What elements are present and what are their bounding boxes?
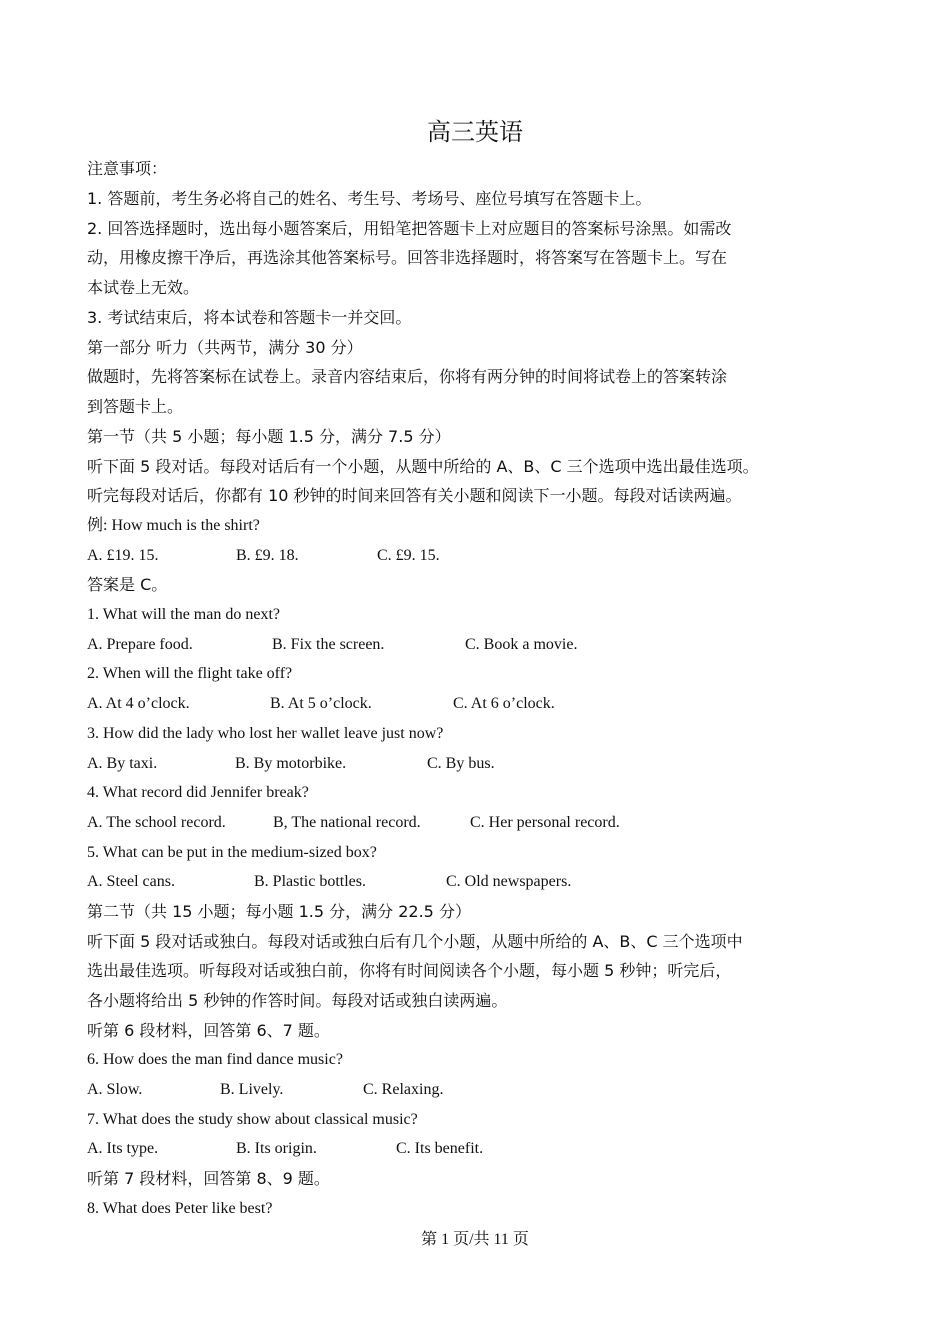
- question-4-option-a: A. The school record.: [87, 814, 226, 831]
- example-option-c: C. £9. 15.: [377, 547, 440, 564]
- question-2-option-a: A. At 4 o’clock.: [87, 695, 190, 712]
- question-7: 7. What does the study show about classical music?: [87, 1111, 418, 1128]
- question-3: 3. How did the lady who lost her wallet leave just now?: [87, 725, 444, 742]
- question-2-option-b: B. At 5 o’clock.: [270, 695, 372, 712]
- question-6: 6. How does the man find dance music?: [87, 1051, 343, 1068]
- example-question: 例: How much is the shirt?: [87, 517, 260, 534]
- question-3-option-b: B. By motorbike.: [235, 755, 347, 772]
- notice-heading: 注意事项：: [87, 159, 168, 178]
- question-7-option-a: A. Its type.: [87, 1140, 159, 1157]
- question-1-option-b: B. Fix the screen.: [272, 636, 385, 653]
- question-8: 8. What does Peter like best?: [87, 1200, 273, 1217]
- question-4-option-b: B, The national record.: [273, 814, 421, 831]
- material-7-instruction: 听第 7 段材料，回答第 8、9 题。: [87, 1169, 330, 1188]
- question-1-option-a: A. Prepare food.: [87, 636, 193, 653]
- notice-item-3: 3. 考试结束后，将本试卷和答题卡一并交回。: [87, 308, 412, 327]
- question-7-option-b: B. Its origin.: [236, 1140, 317, 1157]
- section2-heading: 第二节（共 15 小题；每小题 1.5 分，满分 22.5 分）: [87, 902, 471, 921]
- question-5-option-c: C. Old newspapers.: [446, 873, 572, 890]
- question-2-option-c: C. At 6 o’clock.: [453, 695, 555, 712]
- question-6-option-a: A. Slow.: [87, 1081, 143, 1098]
- part1-heading: 第一部分 听力（共两节，满分 30 分）: [87, 338, 363, 357]
- question-2: 2. When will the flight take off?: [87, 665, 293, 682]
- section2-intro-line-1: 听下面 5 段对话或独白。每段对话或独白后有几个小题，从题中所给的 A、B、C 三个选项中: [87, 932, 743, 951]
- question-6-option-c: C. Relaxing.: [363, 1081, 444, 1098]
- notice-item-2-line-1: 2. 回答选择题时，选出每小题答案后，用铅笔把答题卡上对应题目的答案标号涂黑。如需改: [87, 219, 732, 238]
- question-4: 4. What record did Jennifer break?: [87, 784, 309, 801]
- material-6-instruction: 听第 6 段材料，回答第 6、7 题。: [87, 1021, 330, 1040]
- section2-intro-line-2: 选出最佳选项。听每段对话或独白前，你将有时间阅读各个小题，每小题 5 秒钟；听完后，: [87, 961, 732, 980]
- question-1: 1. What will the man do next?: [87, 606, 280, 623]
- question-3-option-c: C. By bus.: [427, 755, 495, 772]
- question-1-option-c: C. Book a movie.: [465, 636, 578, 653]
- notice-item-2-line-2: 动，用橡皮擦干净后，再选涂其他答案标号。回答非选择题时，将答案写在答题卡上。写在: [87, 248, 728, 267]
- section1-intro-line-2: 听完每段对话后，你都有 10 秒钟的时间来回答有关小题和阅读下一小题。每段对话读两遍。: [87, 486, 742, 505]
- question-5-option-a: A. Steel cans.: [87, 873, 175, 890]
- question-3-option-a: A. By taxi.: [87, 755, 158, 772]
- question-5: 5. What can be put in the medium-sized box?: [87, 844, 377, 861]
- question-5-option-b: B. Plastic bottles.: [254, 873, 366, 890]
- example-option-b: B. £9. 18.: [236, 547, 299, 564]
- question-7-option-c: C. Its benefit.: [396, 1140, 484, 1157]
- example-option-a: A. £19. 15.: [87, 547, 159, 564]
- notice-item-2-line-3: 本试卷上无效。: [87, 278, 200, 297]
- page-footer: 第 1 页/共 11 页: [421, 1231, 529, 1248]
- question-4-option-c: C. Her personal record.: [470, 814, 620, 831]
- notice-item-1: 1. 答题前，考生务必将自己的姓名、考生号、考场号、座位号填写在答题卡上。: [87, 189, 652, 208]
- section1-heading: 第一节（共 5 小题；每小题 1.5 分，满分 7.5 分）: [87, 427, 451, 446]
- example-answer: 答案是 C。: [87, 575, 168, 594]
- part1-intro-line-2: 到答题卡上。: [87, 397, 184, 416]
- section2-intro-line-3: 各小题将给出 5 秒钟的作答时间。每段对话或独白读两遍。: [87, 991, 508, 1010]
- part1-intro-line-1: 做题时，先将答案标在试卷上。录音内容结束后，你将有两分钟的时间将试卷上的答案转涂: [87, 367, 728, 386]
- page-title: 高三英语: [427, 118, 523, 146]
- section1-intro-line-1: 听下面 5 段对话。每段对话后有一个小题，从题中所给的 A、B、C 三个选项中选出最佳选项。: [87, 457, 759, 476]
- question-6-option-b: B. Lively.: [220, 1081, 284, 1098]
